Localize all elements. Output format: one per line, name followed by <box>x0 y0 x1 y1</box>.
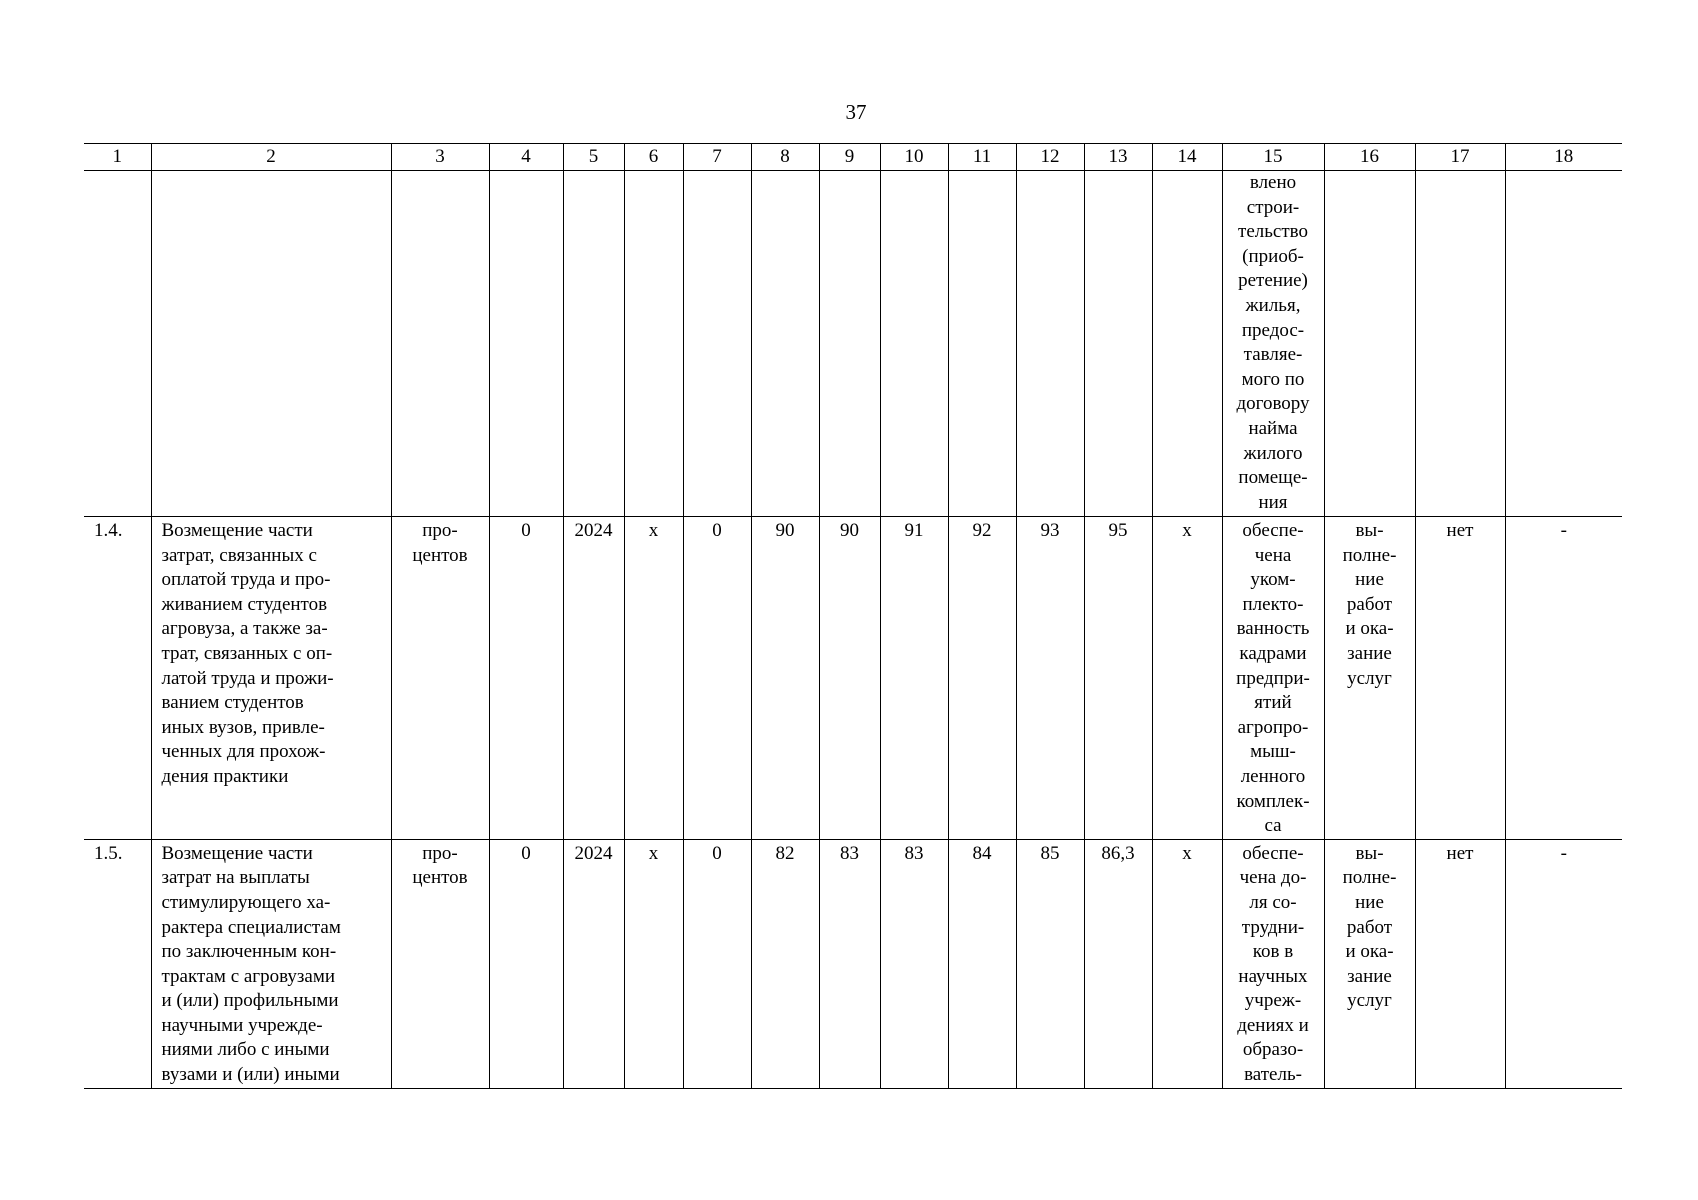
type-cell: вы- полне- ние работ и ока- зание услуг <box>1324 517 1415 840</box>
row-number: 1.4. <box>84 517 151 840</box>
header-cell: 5 <box>563 144 624 171</box>
table-cell <box>1016 171 1084 517</box>
header-cell: 1 <box>84 144 151 171</box>
year-cell: 2024 <box>563 517 624 840</box>
measure-name: Возмещение части затрат, связанных с оплатой труда и про- живанием студентов агровуза, а также за- трат, связанных с оп- латой труда и прожи- ванием студентов иных вузов, привле- ченных для прохож- дения практики <box>151 517 391 840</box>
header-cell: 16 <box>1324 144 1415 171</box>
page-number: 37 <box>845 100 867 124</box>
value-cell: 95 <box>1084 517 1152 840</box>
table-cell <box>563 171 624 517</box>
value-cell: 85 <box>1016 839 1084 1088</box>
value-cell: - <box>1505 839 1622 1088</box>
table-cell <box>819 171 880 517</box>
table-cell <box>948 171 1016 517</box>
value-cell: 83 <box>819 839 880 1088</box>
unit-cell: про- центов <box>391 517 489 840</box>
header-cell: 2 <box>151 144 391 171</box>
value-cell: 90 <box>819 517 880 840</box>
header-cell: 7 <box>683 144 751 171</box>
indicators-table <box>84 143 1622 1089</box>
value-cell: 0 <box>489 517 563 840</box>
table-cell <box>1505 171 1622 517</box>
table-cell <box>751 171 819 517</box>
header-cell: 6 <box>624 144 683 171</box>
table-cell <box>683 171 751 517</box>
column-number-row <box>84 144 1622 171</box>
value-cell: 0 <box>489 839 563 1088</box>
value-cell: 82 <box>751 839 819 1088</box>
value-cell: 0 <box>683 839 751 1088</box>
header-cell: 18 <box>1505 144 1622 171</box>
table-cell <box>624 171 683 517</box>
value-cell: х <box>624 839 683 1088</box>
value-cell: х <box>624 517 683 840</box>
header-cell: 11 <box>948 144 1016 171</box>
header-cell: 10 <box>880 144 948 171</box>
value-cell: 83 <box>880 839 948 1088</box>
header-cell: 4 <box>489 144 563 171</box>
result-cell: обеспе- чена до- ля со- трудни- ков в научных учреж- дениях и образо- ватель- <box>1222 839 1324 1088</box>
value-cell: 90 <box>751 517 819 840</box>
measure-name: Возмещение части затрат на выплаты стимулирующего ха- рактера специалистам по заключенным кон- трактам с агровузами и (или) профильными научными учрежде- ниями либо с иными вузами и (или) иными <box>151 839 391 1088</box>
table-cell <box>84 171 151 517</box>
value-cell: нет <box>1415 839 1505 1088</box>
table-cell <box>1084 171 1152 517</box>
header-cell: 3 <box>391 144 489 171</box>
header-cell: 14 <box>1152 144 1222 171</box>
value-cell: 93 <box>1016 517 1084 840</box>
table-cell <box>489 171 563 517</box>
value-cell: х <box>1152 517 1222 840</box>
value-cell: - <box>1505 517 1622 840</box>
value-cell: х <box>1152 839 1222 1088</box>
continuation-row <box>84 171 1622 517</box>
unit-cell: про- центов <box>391 839 489 1088</box>
header-cell: 13 <box>1084 144 1152 171</box>
value-cell: 86,3 <box>1084 839 1152 1088</box>
value-cell: 91 <box>880 517 948 840</box>
table-cell <box>391 171 489 517</box>
table-row-1-4 <box>84 517 1622 840</box>
value-cell: 84 <box>948 839 1016 1088</box>
type-cell: вы- полне- ние работ и ока- зание услуг <box>1324 839 1415 1088</box>
table-cell <box>151 171 391 517</box>
header-cell: 9 <box>819 144 880 171</box>
table-cell <box>1415 171 1505 517</box>
table-cell <box>880 171 948 517</box>
value-cell: 92 <box>948 517 1016 840</box>
value-cell: нет <box>1415 517 1505 840</box>
header-cell: 8 <box>751 144 819 171</box>
table-row-1-5 <box>84 839 1622 1088</box>
row-number: 1.5. <box>84 839 151 1088</box>
table-cell <box>1324 171 1415 517</box>
table-cell <box>1152 171 1222 517</box>
header-cell: 12 <box>1016 144 1084 171</box>
year-cell: 2024 <box>563 839 624 1088</box>
value-cell: 0 <box>683 517 751 840</box>
result-cell: влено строи- тельство (приоб- ретение) жилья, предос- тавляе- мого по договору найма жилого помеще- ния <box>1222 171 1324 517</box>
header-cell: 15 <box>1222 144 1324 171</box>
result-cell: обеспе- чена уком- плекто- ванность кадрами предпри- ятий агропро- мыш- ленного комплек- са <box>1222 517 1324 840</box>
header-cell: 17 <box>1415 144 1505 171</box>
